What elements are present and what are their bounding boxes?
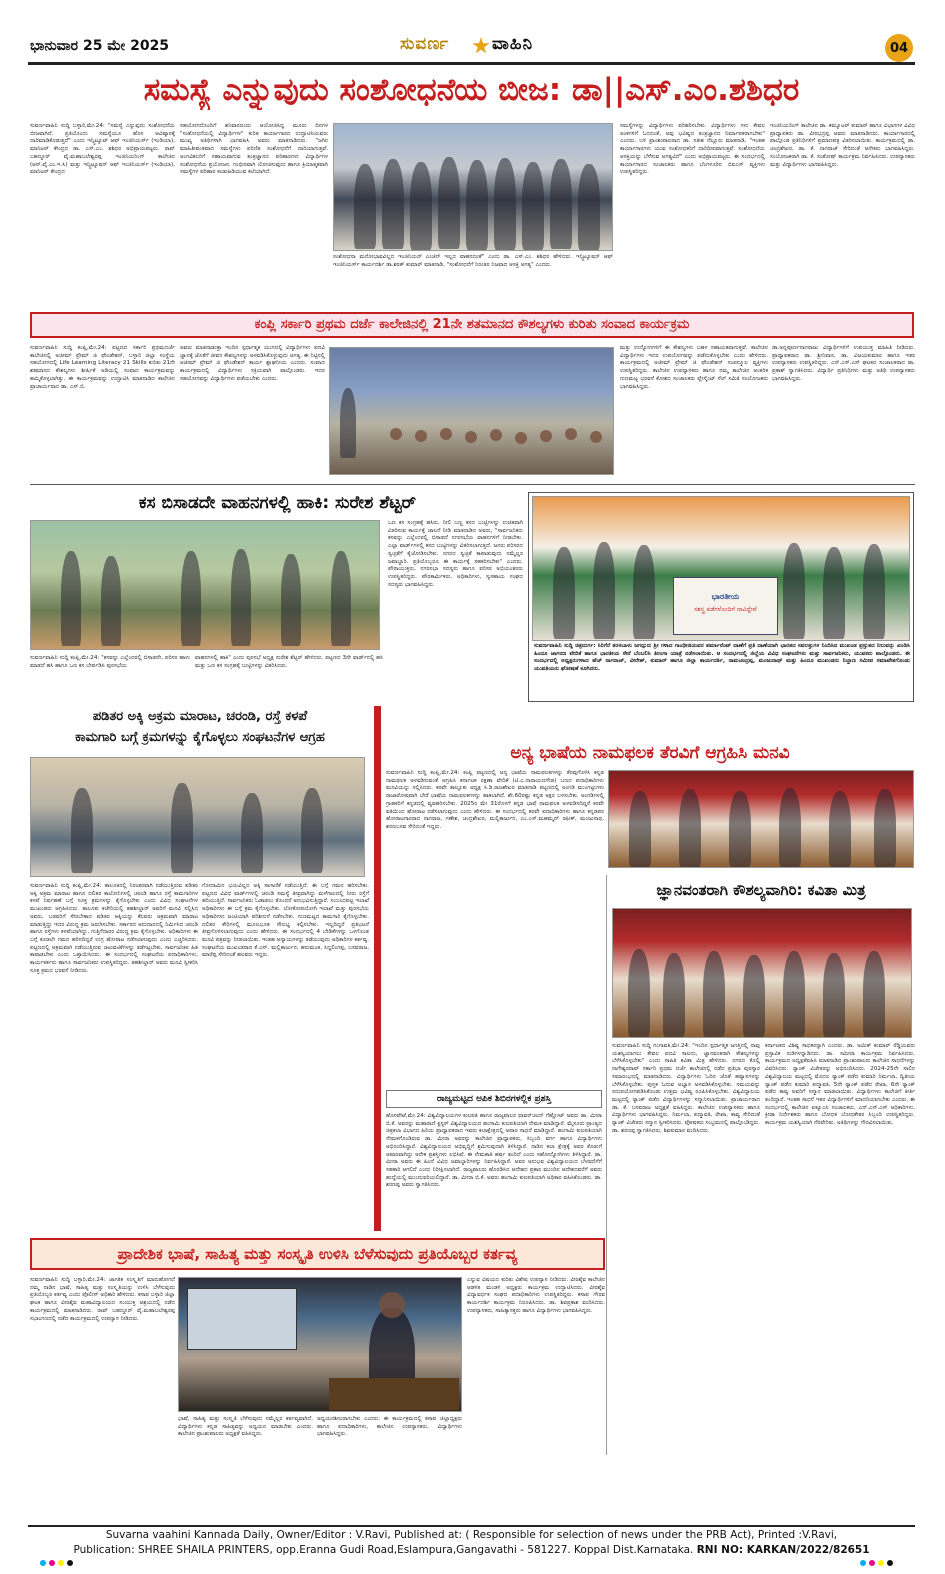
projector-screen (187, 1288, 297, 1350)
story1-col3: ಸಮಸ್ಯೆಗಳನ್ನು ವಿದ್ಯಾರ್ಥಿಗಳು ಪರಿಹರಿಸಬೇಕು. ವಿದ್ಯಾರ್ಥಿಗಳು ಗಳು ಕೇವಲ ಅಂಕಗಳಿಗೆ ಓದದಂತೆ, ಅವು ಭವಿಷ್ಯದ ತಂತ್ರಜ್ಞಾನದ ನಿರ್ಮಾಪಕರಾಗಬೇಕು" ಎಂದರು. ಬಳಿ ಪ್ರಾಂಶುಪಾಲರಾದ ಡಾ. ಸತೀಶ ನೆಲ್ಲೂರು ಮಾತನಾಡಿ, "ಇಂತಹ ಕಾರ್ಯಾಗಾರಗಳು ಯುವ ಸಂಶೋಧಕರಿಗೆ ದಾರಿದೀಪವಾಗುತ್ತವೆ. ಸಂಶೋಧನೆಯ ಆಸಕ್ತಿಯನ್ನು ಬೆಳೆಸುವ ಅಗತ್ಯವಿದೆ" ಎಂದು ಅಭಿಪ್ರಾಯಪಟ್ಟರು. ಈ ಸಂದರ್ಭದಲ್ಲಿ ಕಾರ್ಯಾಗಾರದ ಸಂಚಾಲಕರು ಹಾಗೂ ಬೆಂಗಳೂರಿನ ಬಿಐಎಸ್ ವ್ಯಕ್ತಿಗಳು ಉಪಸ್ಥಿತರಿದ್ದರು. (620, 123, 765, 176)
page-number-badge: 04 (885, 34, 913, 62)
story5-office-photo (30, 757, 365, 877)
lead-headline: ಸಮಸ್ಯೆ ಎನ್ನುವುದು ಸಂಶೋಧನೆಯ ಬೀಜ: ಡಾ||ಎಸ್.ಎಂ.ಶಶಿಧರ (143, 72, 800, 108)
story4-rally-photo (532, 496, 910, 641)
story3-side-text: ಒಣ ಕಸ ಸಂಗ್ರಹಕ್ಕೆ ಹಸಿರು, ನೀಲಿ ಬಣ್ಣ ಕಸದ ಬುಟ್ಟಿಗಳನ್ನು ಉಚಿತವಾಗಿ ವಿತರಿಸುವ ಕಾರ್ಯಕ್ಕೆ ಚಾಲನೆ ನೀಡಿ ಮಾತನಾಡಿದ ಅವರು, "ಸಾರ್ವಜನಿಕರು ಕಸವನ್ನು ಎಲ್ಲೆಂದರಲ್ಲಿ ಬಿಸಾಡದೆ ನಗರಸಭೆಯ ವಾಹನಗಳಿಗೆ ನೀಡಬೇಕು. ಎಲ್ಲಾ ವಾರ್ಡ್‌ಗಳಲ್ಲಿ ಕಸದ ಬುಟ್ಟಿಗಳನ್ನು ವಿತರಿಸಲಾಗುತ್ತದೆ. ಜನರು ಪರಿಸರದ ಸ್ವಚ್ಛತೆಗೆ ಕೈಜೋಡಿಸಬೇಕು. ನಗರದ ಸ್ವಚ್ಛತೆ ಕಾಪಾಡುವುದು ನಮ್ಮೆಲ್ಲರ ಜವಾಬ್ದಾರಿ. ಪ್ರತಿಯೊಬ್ಬರೂ ಈ ಕಾರ್ಯಕ್ಕೆ ಸಹಕರಿಸಬೇಕು" ಎಂದರು. ಪೌರಾಯುಕ್ತರು, ನಗರಸಭಾ ಸದಸ್ಯರು ಹಾಗೂ ಪರಿಸರ ಅಭಿಯಂತರರು ಉಪಸ್ಥಿತರಿದ್ದರು. ಪೌರಕಾರ್ಮಿಕರು, ಅಧಿಕಾರಿಗಳು, ಸ್ವಸಹಾಯ ಸಂಘದ ಸದಸ್ಯರು ಭಾಗವಹಿಸಿದ್ದರು. (388, 520, 523, 588)
story9-col1: ಸುವರ್ಣವಾಹಿನಿ ಸುದ್ದಿ ಬಳ್ಳಾರಿ,ಮೇ.24: ಜಾಗತಿಕ ಸಂಸ್ಕೃತಿಗೆ ಮಾರುಹೋಗದೆ ನಮ್ಮ ನಾಡಿನ ಭಾಷೆ, ಸಾಹಿತ್ಯ ಮತ್ತು ಸಂಸ್ಕೃತಿಯನ್ನು ಉಳಿಸಿ ಬೆಳೆಸುವುದು ಪ್ರತಿಯೊಬ್ಬರ ಕರ್ತವ್ಯ ಎಂದು ಪೊಲೀಸ್ ಅಧಿಕಾರಿ ಹೇಳಿದರು. ಕಸಾಪ ಬಳ್ಳಾರಿ ಜಿಲ್ಲಾ ಘಟಕ ಹಾಗೂ ವೀರಶೈವ ಮಹಾವಿದ್ಯಾಲಯದ ಸಂಯುಕ್ತ ಆಶ್ರಯದಲ್ಲಿ ನಡೆದ ಕಾರ್ಯಕ್ರಮದಲ್ಲಿ ಮಾತನಾಡಿದರು. ರಾವ್ ಬಹದ್ದೂರ್ ವೈ.ಮಹಾಬಲೇಶ್ವರಪ್ಪ ಸಭಾಂಗಣದಲ್ಲಿ ನಡೆದ ಕಾರ್ಯಕ್ರಮದಲ್ಲಿ ಉಪನ್ಯಾಸ ನೀಡಿದರು. (30, 1277, 175, 1322)
story1-col1: ಸುವರ್ಣವಾಹಿನಿ ಸುದ್ದಿ ಬಳ್ಳಾರಿ,ಮೇ.24: "ಸಮಸ್ಯೆ ಎನ್ನುವುದು ಸಂಶೋಧನೆಯ ಬೀಜವಾಗಿದೆ. ಪ್ರತಿಯೊಂದು ಸಮಸ್ಯೆಯೂ ಹೊಸ ಆವಿಷ್ಕಾರಕ್ಕೆ ದಾರಿಮಾಡಿಕೊಡುತ್ತದೆ" ಎಂದು ಇನ್ಸ್ಟಿಟ್ಯೂಟ್ ಆಫ್ ಇಂಜಿನಿಯರ್ಸ್ (ಇಂಡಿಯಾ), ಮಾನಿಟರ್ ಕೇಂದ್ರದ ಡಾ. ಎಸ್.ಎಂ. ಶಶಿಧರ ಅಭಿಪ್ರಾಯಪಟ್ಟರು. ರಾವ್ ಬಹದ್ದೂರ್ ವೈ.ಮಹಾಬಲೇಶ್ವರಪ್ಪ ಇಂಜಿನಿಯರಿಂಗ್ ಕಾಲೇಜಿನ (ಆರ್.ವೈ.ಎಂ.ಇ.ಸಿ) ಮತ್ತು ಇನ್ಸ್ಟಿಟ್ಯೂಷನ್ ಆಫ್ ಇಂಜಿನಿಯರ್ಸ್ (ಇಂಡಿಯಾ), ಮಾನಿಟರ್ ಕೇಂದ್ರದ (30, 123, 175, 176)
rni-number: RNI NO: KARKAN/2022/82651 (696, 1544, 870, 1556)
story2-headline-band: ಕಂಪ್ಲಿ ಸರ್ಕಾರಿ ಪ್ರಥಮ ದರ್ಜೆ ಕಾಲೇಜಿನಲ್ಲಿ 21ನೇ ಶತಮಾನದ ಕೌಶಲ್ಯಗಳು ಕುರಿತು ಸಂವಾದ ಕಾರ್ಯಕ್ರಮ (30, 312, 914, 338)
story9-headline-band: ಪ್ರಾದೇಶಿಕ ಭಾಷೆ, ಸಾಹಿತ್ಯ ಮತ್ತು ಸಂಸ್ಕೃತಿ ಉಳಿಸಿ ಬೆಳೆಸುವುದು ಪ್ರತಿಯೊಬ್ಬರ ಕರ್ತವ್ಯ (30, 1238, 605, 1270)
story2-classroom-photo (329, 347, 614, 475)
story1-group-photo (333, 123, 613, 251)
story3-headline: ಕಸ ಬಿಸಾಡದೇ ವಾಹನಗಳಲ್ಲಿ ಹಾಕಿ: ಸುರೇಶ ಶೆಟ್ಟರ್ (138, 493, 417, 513)
vertical-red-rule (374, 706, 381, 1231)
story4-banner (673, 577, 778, 635)
column-divider (606, 875, 607, 1455)
story7-col1: ಸುವರ್ಣವಾಹಿನಿ ಸುದ್ದಿ ಗಂಗಾವತಿ,ಮೇ.24: "ಇಂದಿನ ಸ್ಪರ್ಧಾತ್ಮಕ ಜಗತ್ತಿನಲ್ಲಿ ನಾವು ಯಶಸ್ವಿಯಾಗಲು ಕೇವಲ ಪದವಿ ಸಾಲದು, ಜ್ಞಾನವಂತರಾಗಿ ಕೌಶಲ್ಯಗಳನ್ನು ಬೆಳೆಸಿಕೊಳ್ಳಬೇಕು" ಎಂದು ಸಾಹಿತಿ ಕವಿತಾ ಮಿತ್ರ ಹೇಳಿದರು. ನಗರದ ಕೊಲ್ಲಿ ನಾಗೇಶ್ವರರಾವ್ ಸರ್ಕಾರಿ ಪ್ರಥಮ ದರ್ಜೆ ಕಾಲೇಜಿನಲ್ಲಿ ನಡೆದ ಪ್ರತಿಭಾ ಪುರಸ್ಕಾರ ಸಮಾರಂಭದಲ್ಲಿ ಮಾತನಾಡಿದರು. ವಿದ್ಯಾರ್ಥಿಗಳು ಓದಿನ ಜೊತೆ ಹವ್ಯಾಸಗಳನ್ನು ಬೆಳೆಸಿಕೊಳ್ಳಬೇಕು. ಪುಸ್ತಕ ಓದುವ ಅಭ್ಯಾಸ ಅಳವಡಿಸಿಕೊಳ್ಳಬೇಕು. ಸಮಯವನ್ನು ಸದುಪಯೋಗಪಡಿಸಿಕೊಂಡು ಉತ್ತಮ ಭವಿಷ್ಯ ರೂಪಿಸಿಕೊಳ್ಳಬೇಕು. ವಿಶ್ವವಿದ್ಯಾಲಯ ಮಟ್ಟದಲ್ಲಿ ರ‍್ಯಾಂಕ್ ಪಡೆದ ವಿದ್ಯಾರ್ಥಿಗಳನ್ನು ಸನ್ಮಾನಿಸಲಾಯಿತು. ಪ್ರಾಚಾರ್ಯರಾದ ಡಾ. ಕೆ. ಬಸವರಾಜ ಅಧ್ಯಕ್ಷತೆ ವಹಿಸಿದ್ದರು. ಕಾಲೇಜಿನ ಉಪನ್ಯಾಸಕರು ಹಾಗೂ ವಿದ್ಯಾರ್ಥಿಗಳು ಭಾಗವಹಿಸಿದ್ದರು. ನಿರ್ಮಲಾ, ಪದ್ಮಾವತಿ, ರೇಖಾ, ಕಾವ್ಯ ಸೇರಿದಂತೆ ರ‍್ಯಾಂಕ್ ವಿಜೇತರು ಸನ್ಮಾನ ಸ್ವೀಕರಿಸಿದರು. ಪೋಷಕರು ಸಂಭ್ರಮದಲ್ಲಿ ಪಾಲ್ಗೊಂಡಿದ್ದರು. ಡಾ. ಶರಣಪ್ಪ ಸ್ವಾಗತಿಸಿದರು, ಶಿವಕುಮಾರ ವಂದಿಸಿದರು. (612, 1043, 760, 1134)
story9-col4: ಎನ್ನುವ ವಿಷಯದ ಕುರಿತು ವಿಶೇಷ ಉಪನ್ಯಾಸ ನೀಡಿದರು. ವೀರಶೈವ ಕಾಲೇಜಿನ ಆಡಳಿತ ಮಂಡಳಿ ಅಧ್ಯಕ್ಷರು ಕಾರ್ಯಕ್ರಮ ಉದ್ಘಾಟಿಸಿದರು. ವೀರಶೈವ ವಿದ್ಯಾವರ್ಧಕ ಸಂಘದ ಪದಾಧಿಕಾರಿಗಳು ಉಪಸ್ಥಿತರಿದ್ದರು. ಕಸಾಪ ಗೌರವ ಕಾರ್ಯದರ್ಶಿ ಕಾರ್ಯಕ್ರಮ ನಿರೂಪಿಸಿದರು. ಡಾ. ಶಿವಪ್ರಕಾಶ ವಂದಿಸಿದರು. ಉಪನ್ಯಾಸಕರು, ಸಾಹಿತ್ಯಾಸಕ್ತರು ಹಾಗೂ ವಿದ್ಯಾರ್ಥಿಗಳು ಭಾಗವಹಿಸಿದ್ದರು. (467, 1277, 605, 1314)
story5-headline-line2: ಕಾಮಗಾರಿ ಬಗ್ಗೆ ಕ್ರಮಗಳನ್ನು ಕೈಗೊಳ್ಳಲು ಸಂಘಟನೆಗಳ ಆಗ್ರಹ (75, 730, 325, 745)
story2-col3: ಮತ್ತು ಉದ್ಯೋಗಗಳಿಗೆ ಈ ಕೌಶಲ್ಯಗಳು ಬಹಳ ಸಹಾಯಕವಾಗುತ್ತವೆ. ಕಾಲೇಜಿನ ವಿದ್ಯಾರ್ಥಿಗಳು ಇದರ ಉಪಯೋಗವನ್ನು ಪಡೆದುಕೊಳ್ಳಬೇಕು ಎಂದು ಹೇಳಿದರು. ಕಾರ್ಯಕ್ರಮದಲ್ಲಿ ಅಜೀಮ್ ಪ್ರೇಮ್ ಜಿ ಫೌಂಡೇಶನ್ ಸಂಪನ್ಮೂಲ ವ್ಯಕ್ತಿಗಳು ಉಪಸ್ಥಿತರಿದ್ದರು. ಕಾಲೇಜಿನ ಉಪನ್ಯಾಸಕರು ಹಾಗೂ ನಮ್ಮ ಕಾಲೇಜಿನ ಆಂತರಿಕ ಗುಣಮಟ್ಟ ಭರವಸೆ ಕೋಶದ ಸಂಚಾಲಕರು ಪ್ಲೇಸ್ಮೆಂಟ್ ಸೆಲ್ ಸಮಿತಿ ಸಂಯೋಜಕರು ಭಾಗವಹಿಸಿದ್ದರು. (620, 345, 768, 390)
logo-left-text: ಸುವರ್ಣ (400, 34, 450, 54)
story3-bottom-left: ಸುವರ್ಣವಾಹಿನಿ ಸುದ್ದಿ ಕಂಪ್ಲಿ,ಮೇ.24: "ಕಸವನ್ನು ಎಲ್ಲೆಂದರಲ್ಲಿ ಬಿಸಾಡದೇ, ಪರಿಸರ ಹಾಳು ಮಾಡದೆ ಹಸಿ ಹಾಗೂ ಒಣ ಕಸ ಬೇರ್ಪಡಿಸಿ ಪುರಸಭೆಯ (30, 655, 190, 669)
story9-col3: ಅಧ್ಯಯನಶೀಲರಾಗಬೇಕು ಎಂದರು. ಈ ಕಾರ್ಯಕ್ರಮದಲ್ಲಿ ಕಸಾಪ ಜಿಲ್ಲಾಧ್ಯಕ್ಷರು ಹಾಗೂ ಪದಾಧಿಕಾರಿಗಳು, ಕಾಲೇಜಿನ ಉಪನ್ಯಾಸಕರು, ವಿದ್ಯಾರ್ಥಿಗಳು ಭಾಗವಹಿಸಿದ್ದರು. (317, 1416, 462, 1438)
story8-headline: ರಾಜ್ಯಮಟ್ಟದ ಅಪಿಕ ಶಿಬಿರಗಳಲ್ಲಿಕ ಪ್ರಶಸ್ತಿ (436, 1094, 552, 1104)
story9-lecture-photo (178, 1277, 462, 1412)
story7-col2: ಕರ್ನಾಟಕದ ವಿಶಿಷ್ಟ ಸಾಧಕರನ್ನಾಗಿ ಎಂದರು. ಡಾ. ಅಮಿತ್ ಕುಮಾರ್ ರೆಡ್ಡಿಯವರು ಪ್ರಸ್ತಾವಿಕ ನುಡಿಗಳನ್ನಾಡಿದರು. ಡಾ. ಸಮೀರಾ ಕಾರ್ಯಕ್ರಮ ನಿರ್ವಹಿಸಿದರು. ಕಾರ್ಯಕ್ರಮದ ಅಧ್ಯಕ್ಷತೆವಹಿಸಿ ಮಾತನಾಡಿದ ಪ್ರಾಂಶುಪಾಲರು ಕಾಲೇಜಿನ ಸಾಧನೆಗಳನ್ನು ವಿವರಿಸಿದರು. ರ‍್ಯಾಂಕ್ ವಿಜೇತರನ್ನು ಅಭಿನಂದಿಸಿದರು. 2024-25ನೇ ಸಾಲಿನ ವಿಶ್ವವಿದ್ಯಾಲಯ ಮಟ್ಟದಲ್ಲಿ ಮೊದಲ ರ‍್ಯಾಂಕ್ ಪಡೆದ ಕುಮಾರಿ ನಿರ್ಮಲಾ, ದ್ವಿತೀಯ ರ‍್ಯಾಂಕ್ ಪಡೆದ ಕುಮಾರಿ ಪದ್ಮಾವತಿ, 5ನೇ ರ‍್ಯಾಂಕ್ ಪಡೆದ ರೇಖಾ, 6ನೇ ರ‍್ಯಾಂಕ್ ಪಡೆದ ಕಾವ್ಯ ಅವರಿಗೆ ಸನ್ಮಾನ ಮಾಡಲಾಯಿತು. ವಿದ್ಯಾರ್ಥಿಗಳು ಕಾಲೇಜಿಗೆ ಕೀರ್ತಿ ತಂದಿದ್ದಾರೆ. ಇಂತಹ ಸಾಧನೆ ಇತರ ವಿದ್ಯಾರ್ಥಿಗಳಿಗೆ ಮಾದರಿಯಾಗಬೇಕು ಎಂದರು. ಈ ಸಂದರ್ಭದಲ್ಲಿ ಕಾಲೇಜಿನ ಐಕ್ಯೂಎಸಿ ಸಂಚಾಲಕರು, ಎನ್.ಎಸ್.ಎಸ್ ಅಧಿಕಾರಿಗಳು, ಕ್ರೀಡಾ ನಿರ್ದೇಶಕರು ಹಾಗೂ ಬೋಧಕ ಬೋಧಕೇತರ ಸಿಬ್ಬಂದಿ ಉಪಸ್ಥಿತರಿದ್ದರು. ಕಾರ್ಯಕ್ರಮ ಯಶಸ್ವಿಯಾಗಿ ನೆರವೇರಿತು. ಅತಿಥಿಗಳನ್ನು ಗೌರವಿಸಲಾಯಿತು. (765, 1043, 915, 1127)
story6-col1: ಸುವರ್ಣವಾಹಿನಿ ಸುದ್ದಿ ಕಂಪ್ಲಿ,ಮೇ.24: ಕಂಪ್ಲಿ ಪಟ್ಟಣದಲ್ಲಿ ಅನ್ಯ ಭಾಷೆಯ ನಾಮಫಲಕಗಳನ್ನು ತೆರವುಗೊಳಿಸಿ ಕನ್ನಡ ನಾಮಫಲಕ ಅಳವಡಿಸುವಂತೆ ಆಗ್ರಹಿಸಿ ಕರ್ನಾಟಕ ರಕ್ಷಣಾ ವೇದಿಕೆ (ಟಿ.ಎ.ನಾರಾಯಣಗೌಡ) ಬಣದ ಪದಾಧಿಕಾರಿಗಳು ಮನವಿಯನ್ನು ಸಲ್ಲಿಸಿದರು. ಕರವೇ ತಾಲ್ಲೂಕು ಅಧ್ಯಕ್ಷ ಸಿ.ಡಿ.ರಾಜಶೇಖರ ಮಾತನಾಡಿ ಪಟ್ಟಣದಲ್ಲಿ ಅಂಗಡಿ ಮುಂಗಟ್ಟುಗಳು ರಾಜಾರೋಷವಾಗಿ ಬೇರೆ ಭಾಷೆಯ ನಾಮಫಲಕಗಳನ್ನು ಹಾಕಲಾಗಿದೆ. ಶೇ.60ರಷ್ಟು ಕನ್ನಡ ಅಕ್ಷರ ಬಳಸಬೇಕು. ಅಂಗಡಿಗಳಲ್ಲಿ ಗ್ರಾಹಕರಿಗೆ ಕನ್ನಡದಲ್ಲಿ ವ್ಯವಹರಿಸಬೇಕು. 2025ರ ಮೇ 31ರೊಳಗೆ ಕನ್ನಡ ಭಾಷೆ ನಾಮಫಲಕ ಅಳವಡಿಸದಿದ್ದರೆ ಕರವೇ ವತಿಯಿಂದ ಹೋರಾಟ ನಡೆಸಲಾಗುವುದು ಎಂದು ಹೇಳಿದರು. ಈ ಸಂದರ್ಭದಲ್ಲಿ ಕರವೇ ಪದಾಧಿಕಾರಿಗಳು ಹಾಗೂ ಕನ್ನಡಪರ ಹೋರಾಟಗಾರರಾದ ನಾಗರಾಜ, ಗಣೇಶ, ಚಂದ್ರಶೇಖರ, ಮಲ್ಲಿಕಾರ್ಜುನ, ಎಂ.ಎಸ್.ಮಹಮ್ಮದ್ ರಫೀಕ್, ಮಂಜುನಾಥ, ಶರಣಬಸವ ಸೇರಿದಂತೆ ಇದ್ದರು. (386, 770, 604, 830)
story7-headline: ಜ್ಞಾನವಂತರಾಗಿ ಕೌಶಲ್ಯವಾಗಿರಿ: ಕವಿತಾ ಮಿತ್ರ (656, 881, 866, 899)
story6-headline: ಅನ್ಯ ಭಾಷೆಯ ನಾಮಫಲಕ ತೆರವಿಗೆ ಆಗ್ರಹಿಸಿ ಮನವಿ (510, 743, 790, 763)
story8-col1: ಹೊಸಪೇಟೆ,ಮೇ.24: ವಿಶ್ವವಿದ್ಯಾಲಯಗಳ ಕುಲಪತಿ ಹಾಗೂ ರಾಜ್ಯಪಾಲರ ಥಾವರ್‌ಚಂದ್ ಗೆಹ್ಲೋಟ್ ಅವರು ಡಾ. ಮೀರಾ ಬಿ.ಕೆ. ಅವರನ್ನು ಮಹಾರಾಣಿ ಕ್ಲಸ್ಟರ್ ವಿಶ್ವವಿದ್ಯಾಲಯದ ಹಂಗಾಮಿ ಕುಲಪತಿಯಾಗಿ ನೇಮಕ ಮಾಡಿದ್ದಾರೆ. ಮೈಸೂರು ಪ್ರಾಂತ್ಯದ ಚಿತ್ರಕಲಾ ವಿಭಾಗದ ಹಿರಿಯ ಪ್ರಾಧ್ಯಾಪಕರಾದ ಇವರು ಕಲಾಕ್ಷೇತ್ರದಲ್ಲಿ ಅಪಾರ ಸಾಧನೆ ಮಾಡಿದ್ದಾರೆ. ಹಂಗಾಮಿ ಕುಲಪತಿಯಾಗಿ ನೇಮಕಗೊಂಡಿರುವ ಡಾ. ಮೀರಾ ಅವರನ್ನು ಕಾಲೇಜಿನ ಪ್ರಾಧ್ಯಾಪಕರು, ಸಿಬ್ಬಂದಿ ವರ್ಗ ಹಾಗೂ ವಿದ್ಯಾರ್ಥಿಗಳು ಅಭಿನಂದಿಸಿದ್ದಾರೆ. ವಿಶ್ವವಿದ್ಯಾಲಯದ ಅಭಿವೃದ್ಧಿಗೆ ಶ್ರಮಿಸುವುದಾಗಿ ತಿಳಿಸಿದ್ದಾರೆ. ನಾಡಿನ ಕಲಾ ಕ್ಷೇತ್ರಕ್ಕೆ ಅವರ ಕೊಡುಗೆ ಅಪಾರವಾಗಿದ್ದು ಅನೇಕ ಪ್ರಶಸ್ತಿಗಳು ಲಭಿಸಿವೆ. ಈ ನೇಮಕಾತಿ ಹರ್ಷ ತಂದಿದೆ ಎಂದು ಸಹೋದ್ಯೋಗಿಗಳು ತಿಳಿಸಿದ್ದಾರೆ. ಡಾ. ಮೀರಾ ಅವರು ಈ ಹಿಂದೆ ವಿವಿಧ ಜವಾಬ್ದಾರಿಗಳನ್ನು ನಿರ್ವಹಿಸಿದ್ದಾರೆ. ಅವರ ಅನುಭವ ವಿಶ್ವವಿದ್ಯಾಲಯದ ಬೆಳವಣಿಗೆಗೆ ಸಹಕಾರಿ ಆಗಲಿದೆ ಎಂದು ನಿರೀಕ್ಷಿಸಲಾಗಿದೆ. ರಾಜ್ಯಪಾಲರು ಹೊರಡಿಸಿದ ಆದೇಶದ ಪ್ರಕಾರ ಮುಂದಿನ ಆದೇಶದವರೆಗೆ ಅವರು ಹುದ್ದೆಯಲ್ಲಿ ಮುಂದುವರಿಯಲಿದ್ದಾರೆ. ಡಾ. ಮೀರಾ ಬಿ.ಕೆ. ಅವರು ಹಂಗಾಮಿ ಕುಲಪತಿಯಾಗಿ ಅಧಿಕಾರ ವಹಿಸಿಕೊಂಡರು. ಡಾ. ಶರಣಪ್ಪ ಅವರು ಸ್ವಾಗತಿಸಿದರು. (386, 1113, 602, 1189)
footer-rule (28, 1525, 915, 1527)
story3-distribution-photo (30, 520, 380, 650)
logo-right-text: ವಾಹಿನಿ (492, 34, 534, 54)
imprint-footer (28, 1528, 915, 1558)
star-icon (472, 37, 490, 55)
imprint-line2: Publication: SHREE SHAILA PRINTERS, opp.Eranna Gudi Road,Eslampura,Gangavathi - 581227. Koppal Dist.Karnataka. RNI NO: KARKAN/2022/82651 (73, 1544, 870, 1556)
story4-banner-subtitle: ಸಶಸ್ತ್ರ ಪಡೆಗಳೊಂದಿಗೆ ನಾವಿದ್ದೇವೆ (694, 606, 757, 613)
story4-banner-title: ಭಾರತೀಯ (711, 592, 740, 601)
divider (30, 484, 915, 485)
color-registration-marks-right (860, 1560, 893, 1566)
story5-headline-line1: ಪಡಿತರ ಅಕ್ಕಿ ಅಕ್ರಮ ಮಾರಾಟ, ಚರಂಡಿ, ರಸ್ತೆ ಕಳಪೆ (92, 709, 308, 724)
story2-col4: ಡಾ.ಅನ್ನಪೂರ್ಣನಾಗರಾಜು ವಿದ್ಯಾರ್ಥಿಗಳಿಗೆ ಉಪಯುಕ್ತ ಮಾಹಿತಿ ನೀಡಿದರು. ಪ್ರಾಧ್ಯಾಪಕರಾದ ಡಾ. ಶ್ರೀನಿವಾಸ, ಡಾ. ವಿಜಯಕುಮಾರ ಹಾಗೂ ಇತರ ಉಪನ್ಯಾಸಕರು ಉಪಸ್ಥಿತರಿದ್ದರು. ಎನ್.ಎಸ್.ಎಸ್ ಘಟಕದ ಸಂಚಾಲಕರಾದ ಡಾ. ಪ್ರಕಾಶ್ ಸ್ವಾಗತಿಸಿದರು. ವಿದ್ಯಾರ್ಥಿ ಪ್ರತಿನಿಧಿಗಳು ಮತ್ತು ಅತಿಥಿ ಉಪನ್ಯಾಸಕರು ಭಾಗವಹಿಸಿದ್ದರು. (772, 345, 915, 382)
story4-caption: ಸುವರ್ಣವಾಹಿನಿ ಸುದ್ದಿ ಚಿತ್ರದುರ್ಗ: ಸಿರಿಗೆರೆ ತರಳಬಾಳು ಜಗದ್ಗುರು ಶ್ರೀ ಗಳಾದ ಗಾಂಧೀಜಿಯವರ ಪರ್ಮಾನೆಂಟ್ ದಾಣೆಗೆ ಪ್ರತಿ ದಾಣೆಯಾಗಿ ಭಾರತದ ಸವಲತ್ತುಗಳ ನಿಂದಿಸಿದ ಮುಖಂಡ ಪ್ರಸ್ತುತದ ನಿಲುವನ್ನು ಖಂಡಿಸಿ ಹಿಂದೂ ಜಾಗರಣ ವೇದಿಕೆ ಹಾಗೂ ಭಾರತೀಯ ಸೇನೆ ಬೆಂಬಲಿಸಿ ತಿರಂಗಾ ಯಾತ್ರೆ ನಡೆಸಲಾಯಿತು. ಆ ಸಂದರ್ಭದಲ್ಲಿ ಜಿಲ್ಲೆಯ ವಿವಿಧ ಸಂಘಟನೆಗಳು ಮತ್ತು ಸಾರ್ವಜನಿಕರು, ಯುವಕರು ಪಾಲ್ಗೊಂಡರು. ಈ ಸಂದರ್ಭದಲ್ಲಿ ಅಧ್ಯಕ್ಷರುಗಳಾದ ಹೆಚ್ ನಾಗರಾಜ್, ವೀರೇಶ್, ಕುಮಾರ್ ಹಾಗೂ ಜಿಲ್ಲಾ ಕಾರ್ಯದರ್ಶಿ, ರಾಮಚಂದ್ರಪ್ಪ, ಮಂಜುನಾಥ್ ಮತ್ತು ಹಿಂದೂ ಮುಖಂಡರು ನಿಲ್ದಾಣ ಸಮೀಪ ಸಮಾವೇಶಗೊಂಡು ಯುವತಿಯರು ಘೋಷಣೆ ಕೂಗಿದರು. (534, 643, 910, 673)
story2-col2: ಅವರು ಮಾತನಾಡುತ್ತಾ ಇಂದಿನ ಸ್ಪರ್ಧಾತ್ಮಕ ಯುಗದಲ್ಲಿ ವಿದ್ಯಾರ್ಥಿಗಳು ಪದವಿ ಜ್ಞಾನಕ್ಕೆ ಜೊತೆಗೆ ಜೀವನ ಕೌಶಲ್ಯಗಳನ್ನು ಅಳವಡಿಸಿಕೊಳ್ಳುವುದು ಅಗತ್ಯ. ಈ ನಿಟ್ಟಿನಲ್ಲಿ ಅಜೀಮ್ ಪ್ರೇಮ್ ಜಿ ಫೌಂಡೇಶನ್ ಕಾರ್ಯ ಶ್ಲಾಘನೀಯ ಎಂದರು. ಸಂವಾದ ಕಾರ್ಯಕ್ರಮದಲ್ಲಿ ವಿದ್ಯಾರ್ಥಿಗಳು ಸಕ್ರಿಯವಾಗಿ ಪಾಲ್ಗೊಂಡರು. ಇದರ ಸಹಯೋಗವನ್ನು ವಿದ್ಯಾರ್ಥಿಗಳು ಪಡೆಯಬೇಕು ಎಂದರು. (180, 345, 325, 382)
story1-photo-caption: ಸಂಶೋಧನಾ ಮನೋಭಾವವಿಲ್ಲದ ಇಂಜಿನಿಯರ್ ಎಂಜಿನ್ ಇಲ್ಲದ ವಾಹನದಂತೆ" ಎಂದು ಡಾ. ಎಸ್.ಎಂ. ಶಶಿಧರ ಹೇಳಿದರು. ಇನ್ಸ್ಟಿಟ್ಯೂಷನ್ ಆಫ್ ಇಂಜಿನಿಯರ್ಸ್ ಕಾರ್ಯದರ್ಶಿ ಡಾ.ಶರತ್ ಕುಮಾರ್ ಮಾತನಾಡಿ, "ಸಂಶೋಧನೆಗೆ ನಿರಂತರ ನಿಜವಾದ ಆಸಕ್ತಿ ಅಗತ್ಯ" ಎಂದರು. (333, 254, 613, 268)
story1-col2: ಸಹಯೋಗದೊಂದಿಗೆ ಶನಿವಾರದಂದು ಆಯೋಜಿಸಿದ್ದ ಮೂರು ದಿನಗಳ "ಸಂಶೋಧನೆಯಲ್ಲಿ ವಿದ್ಯಾರ್ಥಿಗಳ" ಕುರಿತ ಕಾರ್ಯಾಗಾರದ ಉದ್ಘಾಟಿಸಿಯವರು ಮುಖ್ಯ ಅತಿಥಿಗಳಾಗಿ ಭಾಗವಹಿಸಿ ಅವರು ಮಾತನಾಡಿದರು. "ಜಗಿನ ಮಾಹಿತೀವಂತವಾದ ಸಮಸ್ಯೆಗಳು ಪರಿಣಿತ ಸಂಶೋಧನೆಗೆ ದಾರಿಯಾಗುತ್ತವೆ. ಅಂಗವಿಕಲರಿಗೆ ಸಹಾಯವಾಗುವ ತಂತ್ರಜ್ಞಾನದ ಪರಿಹಾರಗಳು ವಿದ್ಯಾರ್ಥಿಗಳ ಸಂಶೋಧನೆಯ ಪ್ರಯೋಜನ. ಗಂಭೀರವಾಗಿ ಯೋಚಿಸುವುದು ಹಾಗೂ ಕ್ರಿಯಾತ್ಮಕವಾಗಿ ಸಮಸ್ಯೆಗಳ ಪರಿಹಾರ ಕಂಡುಹಿಡಿಯುವ ಕಲೆಯಾಗಿದೆ. (180, 123, 328, 176)
color-registration-marks-left (40, 1560, 73, 1566)
podium (329, 1378, 459, 1410)
story9-col2: ಭಾಷೆ, ಸಾಹಿತ್ಯ ಮತ್ತು ಸಂಸ್ಕೃತಿ ಬೆಳೆಸುವುದು ನಮ್ಮೆಲ್ಲರ ಕರ್ತವ್ಯವಾಗಿದೆ. ವಿದ್ಯಾರ್ಥಿಗಳು ಕನ್ನಡ ಸಾಹಿತ್ಯವನ್ನು ಅಧ್ಯಯನ ಮಾಡಬೇಕು ಎಂದರು. ಕಾಲೇಜಿನ ಪ್ರಾಂಶುಪಾಲರು ಅಧ್ಯಕ್ಷತೆ ವಹಿಸಿದ್ದರು. (178, 1416, 313, 1438)
imprint-line1: Suvarna vaahini Kannada Daily, Owner/Editor : V.Ravi, Published at: ( Responsible for selection of news under the PRB Act), Printed :V.Ravi, (105, 1529, 838, 1541)
story7-felicitation-photo (612, 908, 912, 1038)
story3-bottom-mid: ವಾಹನಗಳಲ್ಲಿ ಹಾಕಿ" ಎಂದು ಪುರಸಭೆ ಅಧ್ಯಕ್ಷ ಸುರೇಶ ಶೆಟ್ಟರ್ ಹೇಳಿದರು. ಪಟ್ಟಣದ 3ನೇ ವಾರ್ಡ್‌ನಲ್ಲಿ ಹಸಿ ಮತ್ತು ಒಣ ಕಸ ಸಂಗ್ರಹಕ್ಕೆ ಬುಟ್ಟಿಗಳನ್ನು ವಿತರಿಸಿದರು. (195, 655, 383, 669)
issue-date: ಭಾನುವಾರ 25 ಮೇ 2025 (30, 38, 170, 54)
newspaper-logo (400, 34, 555, 58)
masthead (0, 0, 945, 64)
story5-col2: ಗೋದಾಮಿನ ಭಯವಿಲ್ಲದ ಅಕ್ಕಿ ಸಾಗಾಣಿಕೆ ನಡೆಯುತ್ತಿದೆ. ಈ ಬಗ್ಗೆ ಗಮನ ಹರಿಸಬೇಕು. ಪಟ್ಟಣದ ವಿವಿಧ ವಾರ್ಡ್‌ಗಳಲ್ಲಿ ಚರಂಡಿ ಸಮಸ್ಯೆ ತೀವ್ರವಾಗಿದ್ದು ಮಳೆಗಾಲದಲ್ಲಿ ನೀರು ರಸ್ತೆಗೆ ಹರಿಯುತ್ತಿದೆ. ಸಾರ್ವಜನಿಕರು ಓಡಾಡಲು ತೊಂದರೆ ಅನುಭವಿಸುತ್ತಿದ್ದಾರೆ. ಸಂಬಂಧಪಟ್ಟ ಇಲಾಖೆ ಅಧಿಕಾರಿಗಳು ಈ ಬಗ್ಗೆ ಕ್ರಮ ಕೈಗೊಳ್ಳಬೇಕು. ಲೋಕೋಪಯೋಗಿ ಇಲಾಖೆ ಮತ್ತು ಪುರಸಭೆಯ ಅಧಿಕಾರಿಗಳು ಜಂಟಿಯಾಗಿ ಪರಿಶೀಲನೆ ನಡೆಸಬೇಕು. ಗುಣಮಟ್ಟದ ಕಾಮಗಾರಿ ಕೈಗೊಳ್ಳಬೇಕು. ದಲಿತರ ಕೇರಿಗಳಲ್ಲಿ ಮೂಲಭೂತ ಸೌಲಭ್ಯ ಕಲ್ಪಿಸಬೇಕು. ಇಲ್ಲದಿದ್ದರೆ ಪ್ರತಿಭಟನೆ ತೀವ್ರಗೊಳಿಸಲಾಗುವುದು ಎಂದು ಹೇಳಿದರು. ಈ ಸಂದರ್ಭದಲ್ಲಿ 4 ಬೇಡಿಕೆಗಳನ್ನು ಒಳಗೊಂಡ ಮನವಿ ಪತ್ರವನ್ನು ನೀಡಲಾಯಿತು. ಇಂತಹ ಅನ್ಯಾಯಗಳನ್ನು ತಡೆಯುವುದು ಅಧಿಕಾರಿಗಳ ಕರ್ತವ್ಯ. ಸಂಘಟನೆಯ ಮುಖಂಡರಾದ ಕೆ.ಎಸ್. ಮಲ್ಲಿಕಾರ್ಜುನ, ಹನುಮಂತ, ಸಿದ್ದಲಿಂಗಪ್ಪ, ಬಸವರಾಜ, ಮಾರೆಪ್ಪ ಸೇರಿದಂತೆ ಹಲವರು ಇದ್ದರು. (202, 883, 369, 959)
story1-col4: ಇಂಜಿನಿಯರಿಂಗ್ ಕಾಲೇಜಿನ ಡಾ. ಕಮ್ಯೂಟರ್ ಕುಮಾರ್ ಹಾಗೂ ವಿಭಾಗಗಳ ವಿವಿಧ ಪ್ರಾಧ್ಯಾಪಕರು ಡಾ. ವೀರಭದ್ರಪ್ಪ ಅವರು ಮಾತನಾಡಿದರು. ಕಾರ್ಯಾಗಾರದಲ್ಲಿ ಪಾಲ್ಗೊಂಡ ಪ್ರತಿನಿಧಿಗಳಿಗೆ ಪ್ರಮಾಣಪತ್ರ ವಿತರಿಸಲಾಯಿತು. ಕಾರ್ಯಕ್ರಮದಲ್ಲಿ ಡಾ. ಚಂದ್ರಶೇಖರ, ಡಾ. ಕೆ. ನಾಗರಾಜ್ ಸೇರಿದಂತೆ ಅನೇಕರು ಭಾಗವಹಿಸಿದ್ದರು. ಸಂಯೋಜಕರಾಗಿ ಡಾ. ಕೆ. ಸಂತೋಷ್ ಕಾರ್ಯಕ್ರಮ ನಿರ್ವಹಿಸಿದರು. ಉಪನ್ಯಾಸಕರು ಮತ್ತು ವಿದ್ಯಾರ್ಥಿಗಳು ಭಾಗವಹಿಸಿದ್ದರು. (770, 123, 915, 168)
story2-col1: ಸುವರ್ಣವಾಹಿನಿ ಸುದ್ದಿ ಕಂಪ್ಲಿ,ಮೇ.24: ಪಟ್ಟಣದ ಸರ್ಕಾರಿ ಪ್ರಥಮದರ್ಜೆ ಕಾಲೇಜಿನಲ್ಲಿ ಅಜೀಮ್ ಪ್ರೇಮ್ ಜಿ ಫೌಂಡೇಶನ್, ಬಳ್ಳಾರಿ ಜಿಲ್ಲಾ ಸಂಸ್ಥೆಯ ಸಹಯೋಗದಲ್ಲಿ Life Learning Literacy 21 Skills ಕುರಿತು 21ನೇ ಶತಮಾನದ ಕೌಶಲ್ಯಗಳು ಶೀರ್ಷಿಕೆ ಅಡಿಯಲ್ಲಿ ಸಂವಾದ ಕಾರ್ಯಕ್ರಮವನ್ನು ಹಮ್ಮಿಕೊಳ್ಳಲಾಗಿತ್ತು. ಈ ಕಾರ್ಯಕ್ರಮವನ್ನು ಉದ್ಘಾಟಿಸಿ ಮಾತನಾಡಿದ ಕಾಲೇಜಿನ ಪ್ರಾಚಾರ್ಯರಾದ ಡಾ. ಎಸ್.ಬಿ. (30, 345, 175, 390)
story5-col1: ಸುವರ್ಣವಾಹಿನಿ ಸುದ್ದಿ ಕಂಪ್ಲಿ,ಮೇ.24: ತಾಲೂಕಿನಲ್ಲಿ ನಿರಂತರವಾಗಿ ನಡೆಯುತ್ತಿರುವ ಪಡಿತರ ಅಕ್ಕಿ ಅಕ್ರಮ ಮಾರಾಟ ಹಾಗೂ ದಲಿತರ ಕಾಲೋನಿಗಳಲ್ಲಿ ಚರಂಡಿ ಹಾಗೂ ರಸ್ತೆ ಕಾಮಗಾರಿಗಳ ಕಳಪೆ ನಿರ್ವಹಣೆ ಬಗ್ಗೆ ಸೂಕ್ತ ಕ್ರಮಗಳನ್ನು ಕೈಗೊಳ್ಳಬೇಕು ಎಂದು ವಿವಿಧ ಸಂಘಟನೆಗಳ ಮುಖಂಡರು ಆಗ್ರಹಿಸಿದರು. ತಾಲೂಕು ಕಚೇರಿಯಲ್ಲಿ ತಹಶೀಲ್ದಾರ್ ಅವರಿಗೆ ಮನವಿ ಸಲ್ಲಿಸಿದ ಅವರು, ಬಡವರಿಗೆ ಸೇರಬೇಕಾದ ಪಡಿತರ ಅಕ್ಕಿಯನ್ನು ಕೆಲವರು ಅಕ್ರಮವಾಗಿ ಮಾರಾಟ ಮಾಡುತ್ತಿದ್ದು ಇದರ ವಿರುದ್ಧ ಕ್ರಮ ಜರುಗಿಸಬೇಕು. ಸರ್ಕಾರದ ಅನುದಾನದಲ್ಲಿ ನಿರ್ಮಿಸಿದ ಚರಂಡಿ ಹಾಗೂ ರಸ್ತೆಗಳು ಕಳಪೆಯಾಗಿದ್ದು, ಗುತ್ತಿಗೆದಾರರ ವಿರುದ್ಧ ಕ್ರಮ ಕೈಗೊಳ್ಳಬೇಕು. ಅಧಿಕಾರಿಗಳು ಈ ಬಗ್ಗೆ ಕೂಡಲೇ ಗಮನ ಹರಿಸದಿದ್ದರೆ ಉಗ್ರ ಹೋರಾಟ ನಡೆಸಲಾಗುವುದು ಎಂದು ಎಚ್ಚರಿಸಿದರು. ಪಟ್ಟಣದಲ್ಲಿ ಅಕ್ರಮವಾಗಿ ನಡೆಯುತ್ತಿರುವ ಚಟುವಟಿಕೆಗಳನ್ನು ತಡೆಗಟ್ಟಬೇಕು, ಸಾರ್ವಜನಿಕರ ಹಿತ ಕಾಪಾಡಬೇಕು ಎಂದು ಒತ್ತಾಯಿಸಿದರು. ಈ ಸಂದರ್ಭದಲ್ಲಿ ಸಂಘಟನೆಯ ಪದಾಧಿಕಾರಿಗಳು, ಕಾರ್ಯಕರ್ತರು ಹಾಗೂ ಸಾರ್ವಜನಿಕರು ಉಪಸ್ಥಿತರಿದ್ದರು. ತಹಶೀಲ್ದಾರ್ ಅವರು ಮನವಿ ಸ್ವೀಕರಿಸಿ ಸೂಕ್ತ ಕ್ರಮದ ಭರವಸೆ ನೀಡಿದರು. (30, 883, 198, 974)
masthead-rule (28, 62, 915, 65)
story6-memorandum-photo (608, 770, 914, 868)
